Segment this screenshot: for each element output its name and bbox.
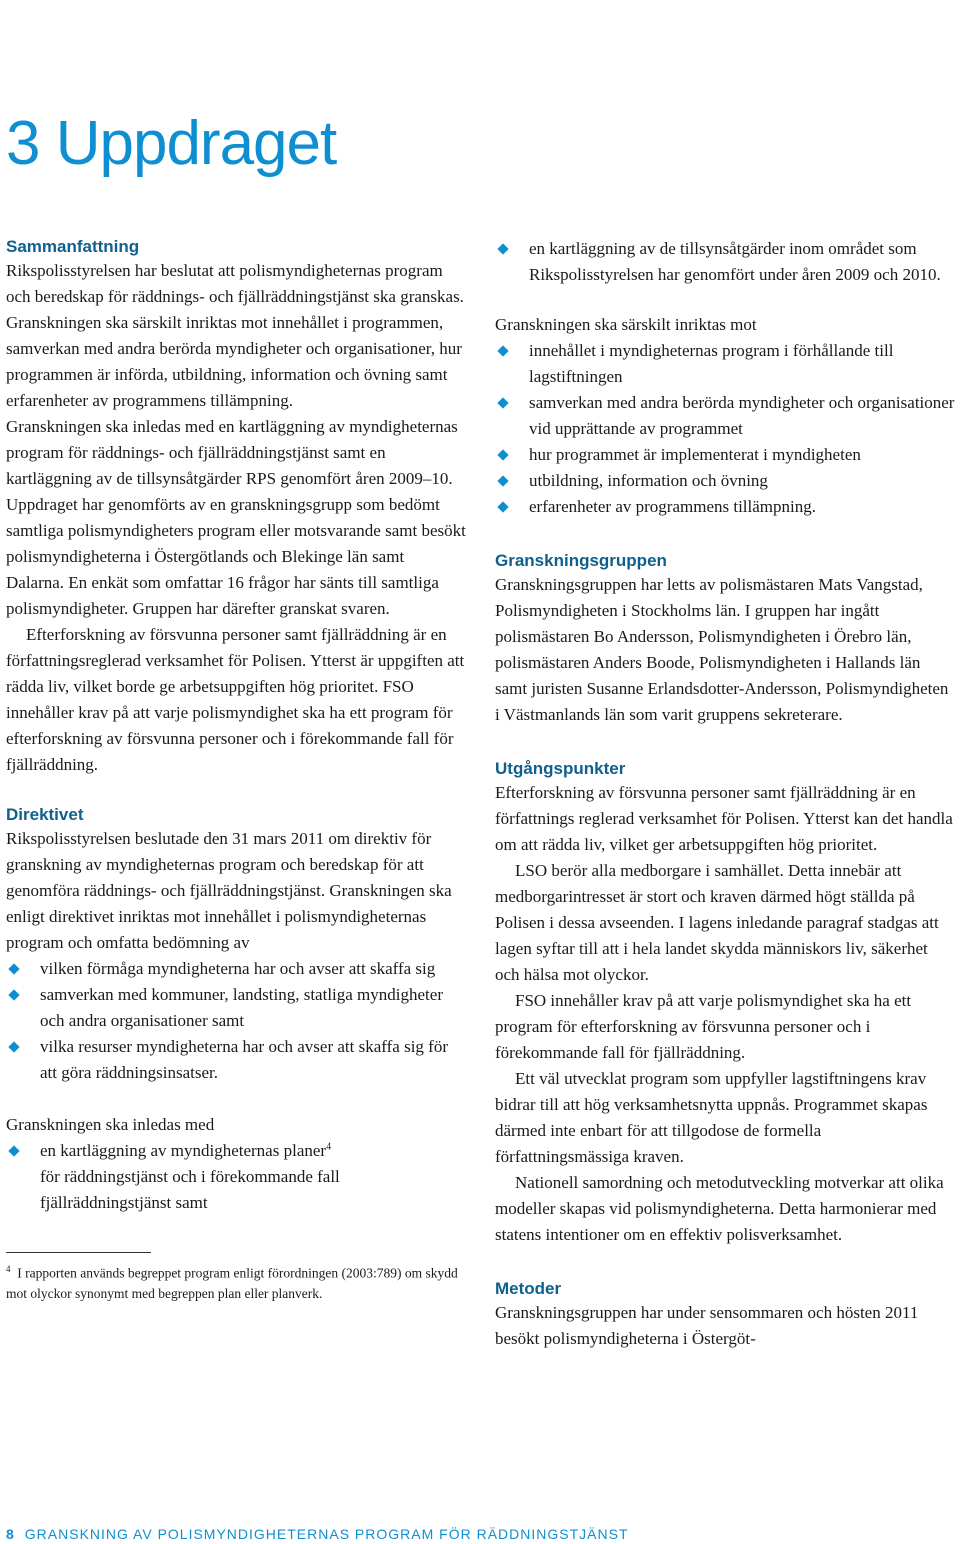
diamond-bullet-icon — [497, 501, 508, 512]
section-heading-granskningsgruppen: Granskningsgruppen — [495, 551, 667, 570]
list-item: erfarenheter av programmens tillämpning. — [495, 494, 955, 520]
list-item: vilken förmåga myndigheterna har och avser att skaffa sig — [6, 956, 466, 982]
section-heading-utgangspunkter: Utgångspunkter — [495, 759, 626, 778]
bullet-list-top — [495, 236, 955, 288]
running-title: GRANSKNING AV POLISMYNDIGHETERNAS PROGRAM FÖR RÄDDNINGSTJÄNST — [24, 1526, 629, 1542]
list-item: hur programmet är implementerat i myndigheten — [495, 442, 955, 468]
diamond-bullet-icon — [497, 475, 508, 486]
diamond-bullet-icon — [497, 345, 508, 356]
list-item: innehållet i myndigheternas program i förhållande till lagstiftningen — [495, 338, 955, 390]
paragraph: Granskningsgruppen har under sensommaren och hösten 2011 besökt polismyndigheterna i Östergöt- — [495, 1303, 919, 1348]
page-number: 8 — [6, 1526, 15, 1542]
diamond-bullet-icon — [8, 1041, 19, 1052]
list-item: vilka resurser myndigheterna har och avser att skaffa sig för att göra räddningsinsatser. — [6, 1034, 466, 1086]
diamond-bullet-icon — [8, 1145, 19, 1156]
paragraph: FSO innehåller krav på att varje polismyndighet ska ha ett program för efterforskning av försvunna personer och i förekommande fall för fjällräddning. — [495, 991, 912, 1062]
paragraph: LSO berör alla medborgare i samhället. Detta innebär att medborgarintresset är stort och kraven därmed högt ställda på Polisen i dessa avseenden. I lagens inledande paragraf stadgas att lagen syftar till att i hela landet skydda människors liv, säkerhet och hälsa mot olyckor. — [495, 861, 939, 984]
footnote-reference: 4 — [326, 1141, 332, 1153]
paragraph: Efterforskning av försvunna personer samt fjällräddning är en författningsreglerad verksamhet för Polisen. Ytterst är uppgiften att rädda liv, vilket borde ge arbetsuppgiften hög prioritet. FSO innehåller krav på att varje polismyndighet ska ha ett program för efterforskning av försvunna personer och i förekommande fall för fjällräddning. — [6, 625, 465, 774]
section-heading-sammanfattning: Sammanfattning — [6, 237, 140, 256]
diamond-bullet-icon — [8, 963, 19, 974]
paragraph: Rikspolisstyrelsen har beslutat att polismyndigheternas program och beredskap för räddnings- och fjällräddningstjänst ska granskas. Granskningen ska särskilt inriktas mot innehållet i programmen, samverkan med andra berörda myndigheter och organisationer, hur programmen är införda, utbildning, information och övning samt erfarenheter av programmens tillämpning. — [6, 261, 464, 410]
paragraph: Granskningen ska särskilt inriktas mot — [495, 315, 757, 334]
list-item: utbildning, information och övning — [495, 468, 955, 494]
list-item: en kartläggning av de tillsynsåtgärder inom området som Rikspolisstyrelsen har genomfört under åren 2009 och 2010. — [495, 236, 955, 288]
diamond-bullet-icon — [497, 397, 508, 408]
diamond-bullet-icon — [497, 449, 508, 460]
chapter-title: 3 Uppdraget — [6, 109, 337, 178]
paragraph: Granskningen ska inledas med en kartläggning av myndigheternas program för räddnings- och fjällräddningstjänst samt en kartläggning av de tillsynsåtgärder RPS genomfört åren 2009–10. — [6, 417, 458, 488]
bullet-list-direktivet — [6, 956, 466, 1086]
paragraph: Granskningsgruppen har letts av polismästaren Mats Vangstad, Polismyndigheten i Stockholms län. I gruppen har ingått polismästaren Bo Andersson, Polismyndigheten i Örebro län, polismästaren Anders Boode, Polismyndigheten i Hallands län samt juristen Susanne Erlandsdotter-Andersson, Polismyndigheten i Västmanlands län som varit gruppens sekreterare. — [495, 575, 949, 724]
paragraph: Efterforskning av försvunna personer samt fjällräddning är en författnings reglerad verksamhet för Polisen. Ytterst kan det handla om att rädda liv, vilket ger arbetsuppgiften hög prioritet. — [495, 783, 953, 854]
list-item: samverkan med andra berörda myndigheter och organisationer vid upprättande av programmet — [495, 390, 955, 442]
diamond-bullet-icon — [8, 989, 19, 1000]
page-footer — [6, 1526, 629, 1542]
section-heading-metoder: Metoder — [495, 1279, 562, 1298]
bullet-list-inledas — [6, 1138, 466, 1216]
paragraph: Uppdraget har genomförts av en granskningsgrupp som bedömt samtliga polismyndigheters program eller motsvarande samt besökt polismyndigheterna i Östergötlands och Blekinge län samt Dalarna. En enkät som omfattar 16 frågor har sänts till samtliga polismyndigheter. Gruppen har därefter granskat svaren. — [6, 495, 466, 618]
diamond-bullet-icon — [497, 243, 508, 254]
section-heading-direktivet: Direktivet — [6, 805, 84, 824]
paragraph: Nationell samordning och metodutveckling motverkar att olika modeller skapas vid polismyndigheterna. Detta harmonierar med statens intentioner om en effektiv polisverksamhet. — [495, 1173, 944, 1244]
right-column — [495, 236, 955, 1352]
paragraph: Granskningen ska inledas med — [6, 1115, 215, 1134]
list-item: samverkan med kommuner, landsting, statliga myndigheter och andra organisationer samt — [6, 982, 466, 1034]
footnote-number: 4 — [6, 1264, 11, 1274]
left-column — [6, 236, 466, 1304]
paragraph: Ett väl utvecklat program som uppfyller lagstiftningens krav bidrar till att hög verksamhetsnytta uppnås. Programmet skapas därmed inte enbart för att tillgodose de formella författningsmässiga kraven. — [495, 1069, 928, 1166]
bullet-list-inriktas — [495, 338, 955, 520]
list-item: en kartläggning av myndigheternas planer$^4$ för räddningstjänst och i förekommande fall fjällräddningstjänst samt — [6, 1138, 466, 1216]
footnote: $^4$ I rapporten används begreppet program enligt förordningen (2003:789) om skydd mot olyckor synonymt med begreppen plan eller planverk. — [6, 1264, 458, 1301]
paragraph: Rikspolisstyrelsen beslutade den 31 mars 2011 om direktiv för granskning av myndigheternas program och beredskap för att genomföra räddnings- och fjällräddningstjänst. Granskningen ska enligt direktivet inriktas mot innehållet i polismyndigheternas program och omfatta bedömning av — [6, 829, 452, 952]
footnote-divider — [6, 1252, 151, 1253]
